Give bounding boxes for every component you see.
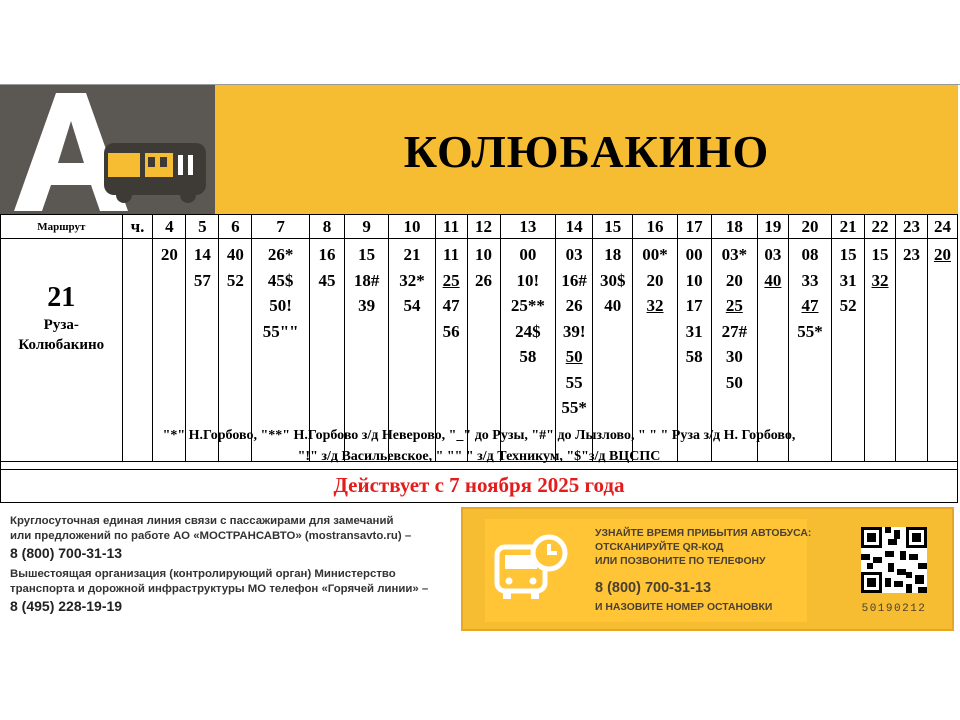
qr-text-4: И НАЗОВИТЕ НОМЕР ОСТАНОВКИ — [595, 602, 773, 613]
departure-minute: 39 — [358, 296, 376, 315]
departure-minute: 03 — [764, 245, 782, 264]
hotline-phone: 8 (800) 700-31-13 — [10, 545, 123, 561]
departure-minute: 26 — [475, 270, 493, 290]
departure-minute: 40 — [226, 245, 244, 264]
hour-column-header: ч. — [122, 215, 153, 239]
schedule-header — [0, 84, 960, 214]
hour-header: 12 — [467, 215, 500, 239]
departure-minute: 18 — [604, 245, 622, 264]
hour-header: 9 — [345, 215, 389, 239]
departure-minute: 50 — [725, 372, 743, 392]
qr-code-icon[interactable] — [861, 527, 927, 593]
hour-header: 15 — [593, 215, 633, 239]
hour-header: 7 — [252, 215, 310, 239]
departure-minute: 20 — [725, 270, 743, 290]
hour-header: 8 — [309, 215, 344, 239]
arrival-instructions — [595, 527, 811, 615]
departure-minute: 15 — [839, 245, 857, 264]
departure-minute: 32* — [399, 270, 425, 290]
departure-minute: 40 — [604, 296, 622, 315]
hour-header: 13 — [500, 215, 556, 239]
departure-minute: 58 — [685, 347, 703, 366]
departure-minute: 11 — [443, 245, 460, 264]
stop-id: 50190212 — [861, 603, 927, 615]
departure-minute: 26 — [565, 296, 583, 315]
departure-minute: 18# — [353, 270, 380, 290]
departure-minute: 00 — [685, 245, 703, 264]
hour-header: 11 — [435, 215, 467, 239]
departure-minute: 14 — [193, 245, 211, 264]
hour-header: 10 — [389, 215, 435, 239]
legend-notes — [0, 423, 958, 470]
departure-minute: 20 — [646, 270, 664, 290]
departure-minute: 54 — [403, 296, 421, 315]
route-name-line2: Колюбакино — [18, 337, 105, 353]
departure-minute: 40 — [764, 270, 782, 290]
departure-minute: 52 — [226, 270, 244, 290]
departure-minute: 32 — [871, 270, 889, 290]
departure-minute: 27# — [721, 321, 748, 341]
bus-clock-icon — [493, 533, 573, 603]
departure-minute: 15 — [871, 245, 889, 264]
departure-minute: 15 — [358, 245, 376, 264]
qr-text-2: ОТСКАНИРУЙТЕ QR-КОД — [595, 542, 724, 553]
route-name-line1: Руза- — [43, 317, 79, 333]
arrival-info-panel — [461, 507, 954, 631]
departure-minute: 16 — [318, 245, 336, 264]
route-number: 21 — [47, 282, 76, 313]
hour-header: 4 — [153, 215, 186, 239]
departure-minute: 17 — [685, 296, 703, 315]
departure-minute: 30$ — [600, 270, 626, 290]
departure-minute: 10! — [516, 270, 540, 290]
hour-header: 16 — [633, 215, 677, 239]
departure-minute: 58 — [519, 347, 537, 366]
departure-minute: 50! — [269, 296, 292, 315]
hour-header: 22 — [865, 215, 896, 239]
bus-logo-icon — [0, 85, 215, 214]
departure-minute: 30 — [725, 347, 743, 366]
departure-minute: 33 — [801, 270, 819, 290]
departure-minute: 20 — [160, 245, 178, 264]
departure-minute: 32 — [646, 296, 664, 315]
departure-minute: 25 — [442, 270, 460, 290]
stop-name: КОЛЮБАКИНО — [403, 126, 770, 177]
departure-minute: 00 — [519, 245, 537, 264]
departure-minute: 55* — [561, 398, 587, 417]
departure-minute: 56 — [442, 321, 460, 341]
departure-minute: 21 — [403, 245, 421, 264]
hour-header: 14 — [556, 215, 593, 239]
hour-header: 23 — [895, 215, 927, 239]
departure-minute: 47 — [801, 296, 819, 315]
validity-notice: Действует с 7 ноября 2025 года — [0, 468, 958, 503]
hour-header: 24 — [927, 215, 957, 239]
hotline-text-2: или предложений по работе АО «МОСТРАНСАВТО» (mostransavto.ru) – — [10, 530, 412, 542]
departure-minute: 00* — [642, 245, 668, 264]
qr-phone: 8 (800) 700-31-13 — [595, 580, 712, 596]
route-column-header: Маршрут — [1, 215, 123, 239]
departure-minute: 03 — [565, 245, 583, 264]
hour-header: 21 — [832, 215, 865, 239]
authority-text-2: транспорта и дорожной инфраструктуры МО телефон «Горячей линии» – — [10, 583, 429, 595]
departure-minute: 47 — [442, 296, 460, 315]
hour-header: 17 — [677, 215, 711, 239]
departure-minute: 23 — [902, 245, 920, 264]
authority-phone: 8 (495) 228-19-19 — [10, 598, 123, 614]
departure-minute: 55"" — [262, 321, 299, 341]
contact-info — [10, 514, 455, 616]
departure-minute: 57 — [193, 270, 211, 290]
departure-minute: 24$ — [515, 321, 541, 341]
legend-line-2: "!" з/д Васильевское, " "" " з/д Техникум, "$"з/д ВЦСПС — [297, 449, 661, 464]
header-banner — [215, 85, 958, 214]
departure-minute: 08 — [801, 245, 819, 264]
hour-header: 5 — [186, 215, 219, 239]
qr-text-1: УЗНАЙТЕ ВРЕМЯ ПРИБЫТИЯ АВТОБУСА: — [595, 528, 812, 539]
hour-header: 6 — [219, 215, 252, 239]
departure-minute: 52 — [839, 296, 857, 315]
departure-minute: 55* — [797, 321, 823, 341]
departure-minute: 20 — [933, 245, 951, 264]
departure-minute: 25 — [725, 296, 743, 315]
departure-minute: 50 — [565, 347, 583, 366]
departure-minute: 39! — [562, 321, 586, 341]
departure-minute: 45$ — [267, 270, 294, 290]
departure-minute: 45 — [318, 270, 336, 290]
hotline-text-1: Круглосуточная единая линия связи с пассажирами для замечаний — [10, 515, 394, 527]
departure-minute: 16# — [561, 270, 587, 290]
legend-line-1: "*" Н.Горбово, "**" Н.Горбово з/д Неверово, "_" до Рузы, "#" до Лызлово, " " " Руза з/д Н. Горбово, — [162, 428, 796, 443]
departure-minute: 26* — [267, 245, 294, 264]
departure-minute: 55 — [565, 372, 583, 392]
departure-minute: 31 — [839, 270, 857, 290]
hours-row — [1, 215, 958, 239]
departure-minute: 10 — [685, 270, 703, 290]
hour-header: 19 — [757, 215, 788, 239]
qr-text-3: ИЛИ ПОЗВОНИТЕ ПО ТЕЛЕФОНУ — [595, 556, 766, 567]
hour-header: 20 — [788, 215, 831, 239]
departure-minute: 03* — [721, 245, 748, 264]
departure-minute: 31 — [685, 321, 703, 341]
hour-header: 18 — [711, 215, 757, 239]
departure-minute: 10 — [475, 245, 493, 264]
authority-text-1: Вышестоящая организация (контролирующий орган) Министерство — [10, 568, 396, 580]
mostransavto-logo — [0, 85, 215, 214]
departure-minute: 25** — [510, 296, 545, 315]
